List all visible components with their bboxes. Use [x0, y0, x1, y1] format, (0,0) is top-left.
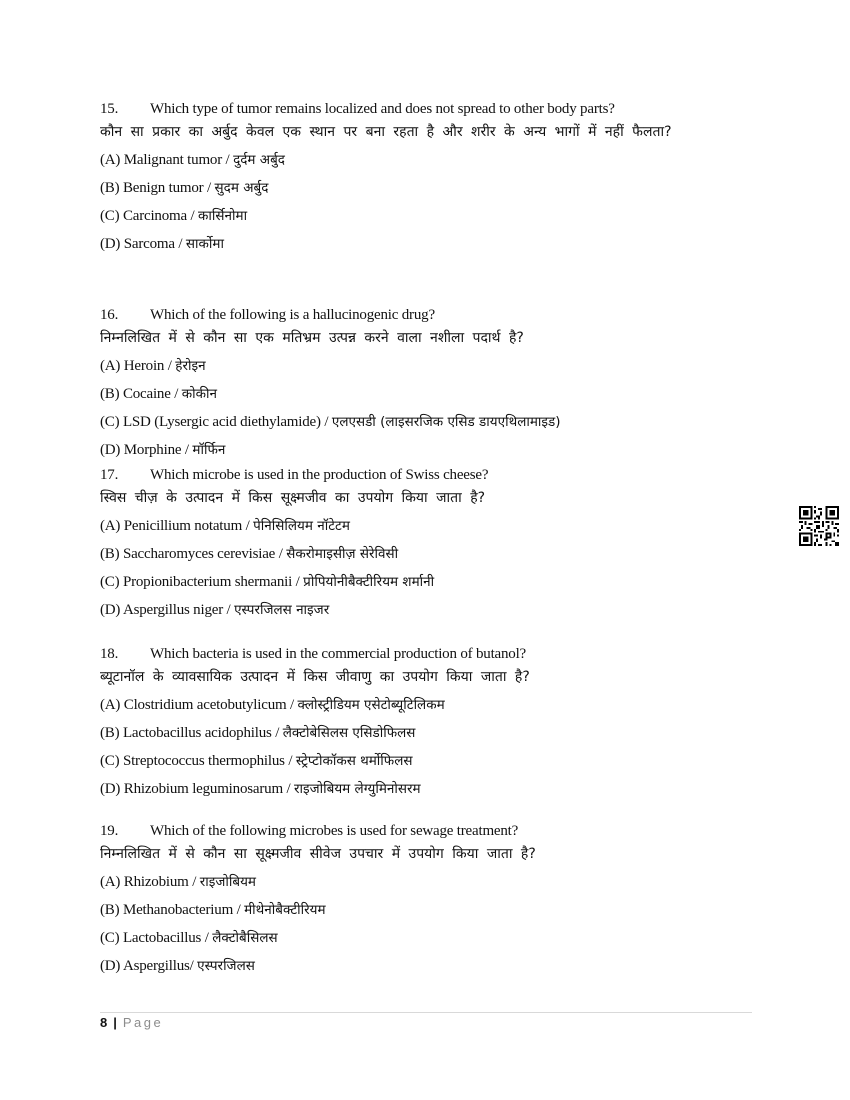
option-d — [100, 230, 760, 258]
page-footer — [100, 1015, 163, 1031]
option-hindi: लैक्टोबेसिलस एसिडोफिलस — [282, 725, 416, 741]
option-a — [100, 512, 760, 540]
question-text: Which microbe is used in the production of Swiss cheese? — [150, 467, 489, 483]
option-a — [100, 352, 760, 380]
footer-divider — [100, 1012, 752, 1013]
question-text: Which bacteria is used in the commercial production of butanol? — [150, 646, 527, 662]
option-hindi: प्रोपियोनीबैक्टीरियम शर्मानी — [303, 574, 435, 590]
question-number: 16. — [100, 307, 119, 323]
option-a — [100, 691, 760, 719]
option-english: (D) Sarcoma / — [100, 236, 186, 252]
option-english: (A) Heroin / — [100, 358, 176, 374]
question-text-hindi: ब्यूटानॉल के व्यावसायिक उत्पादन में किस जीवाणु का उपयोग किया जाता है? — [100, 669, 530, 685]
option-b — [100, 540, 760, 568]
option-english: (B) Lactobacillus acidophilus / — [100, 725, 283, 741]
option-d — [100, 775, 760, 803]
option-english: (C) Streptococcus thermophilus / — [100, 753, 296, 769]
page-number: 8 — [100, 1015, 108, 1030]
question-text-hindi: निम्नलिखित में से कौन सा एक मतिभ्रम उत्पन्न करने वाला नशीला पदार्थ है? — [100, 330, 524, 346]
option-hindi: राइजोबियम — [199, 874, 256, 890]
option-hindi: पेनिसिलियम नॉटेटम — [253, 518, 350, 534]
option-d — [100, 436, 760, 464]
question-number: 19. — [100, 823, 119, 839]
option-c — [100, 408, 760, 436]
question-text: Which of the following microbes is used for sewage treatment? — [150, 823, 519, 839]
option-hindi: सुदम अर्बुद — [214, 180, 269, 196]
question-text-english — [100, 645, 760, 663]
option-a — [100, 868, 760, 896]
option-hindi: मॉर्फिन — [192, 442, 226, 458]
option-b — [100, 380, 760, 408]
question-number: 15. — [100, 101, 119, 117]
question-text: Which of the following is a hallucinogenic drug? — [150, 307, 435, 323]
option-b — [100, 719, 760, 747]
question-text-hindi: स्विस चीज़ के उत्पादन में किस सूक्ष्मजीव का उपयोग किया जाता है? — [100, 490, 486, 506]
question-17 — [100, 466, 760, 624]
question-16 — [100, 306, 760, 464]
option-english: (A) Penicillium notatum / — [100, 518, 254, 534]
option-c — [100, 924, 760, 952]
option-english: (A) Rhizobium / — [100, 874, 200, 890]
option-hindi: मीथेनोबैक्टीरियम — [244, 902, 326, 918]
option-english: (D) Rhizobium leguminosarum / — [100, 781, 294, 797]
option-hindi: दुर्दम अर्बुद — [233, 152, 285, 168]
option-english: (D) Aspergillus niger / — [100, 602, 235, 618]
question-text: Which type of tumor remains localized and does not spread to other body parts? — [150, 101, 615, 117]
option-d — [100, 596, 760, 624]
option-c — [100, 568, 760, 596]
question-text-english — [100, 466, 760, 484]
option-hindi: एलएसडी (लाइसरजिक एसिड डायएथिलामाइड) — [331, 414, 561, 430]
option-d — [100, 952, 760, 980]
option-b — [100, 896, 760, 924]
option-english: (C) LSD (Lysergic acid diethylamide) / — [100, 414, 332, 430]
option-hindi: एस्परजिलस नाइजर — [234, 602, 330, 618]
question-text-hindi: निम्नलिखित में से कौन सा सूक्ष्मजीव सीवेज उपचार में उपयोग किया जाता है? — [100, 846, 536, 862]
question-number: 18. — [100, 646, 119, 662]
option-hindi: स्ट्रेप्टोकॉकस थर्मोफिलस — [295, 753, 413, 769]
option-b — [100, 174, 760, 202]
question-text-hindi: कौन सा प्रकार का अर्बुद केवल एक स्थान पर बना रहता है और शरीर के अन्य भागों में नहीं फैलता? — [100, 124, 672, 140]
option-hindi: एस्परजिलस — [197, 958, 255, 974]
option-hindi: हेरोइन — [175, 358, 206, 374]
option-english: (C) Carcinoma / — [100, 208, 199, 224]
page-label: Page — [122, 1015, 164, 1030]
option-c — [100, 202, 760, 230]
option-hindi: राइजोबियम लेग्युमिनोसरम — [293, 781, 421, 797]
option-english: (B) Saccharomyces cerevisiae / — [100, 546, 287, 562]
question-text-english — [100, 822, 760, 840]
option-english: (C) Lactobacillus / — [100, 930, 213, 946]
question-19 — [100, 822, 760, 980]
option-english: (B) Cocaine / — [100, 386, 182, 402]
option-a — [100, 146, 760, 174]
question-text-english — [100, 100, 760, 118]
question-number: 17. — [100, 467, 119, 483]
option-english: (A) Clostridium acetobutylicum / — [100, 697, 298, 713]
option-english: (D) Morphine / — [100, 442, 193, 458]
option-english: (D) Aspergillus/ — [100, 958, 198, 974]
option-english: (B) Methanobacterium / — [100, 902, 245, 918]
option-hindi: कोकीन — [181, 386, 217, 402]
question-text-english — [100, 306, 760, 324]
option-english: (A) Malignant tumor / — [100, 152, 234, 168]
option-hindi: कार्सिनोमा — [198, 208, 248, 224]
option-c — [100, 747, 760, 775]
option-hindi: लैक्टोबैसिलस — [212, 930, 278, 946]
option-english: (B) Benign tumor / — [100, 180, 215, 196]
option-english: (C) Propionibacterium shermanii / — [100, 574, 304, 590]
question-18 — [100, 645, 760, 803]
question-15 — [100, 100, 760, 258]
footer-separator: | — [113, 1015, 117, 1030]
option-hindi: सैकरोमाइसीज़ सेरेविसी — [286, 546, 399, 562]
option-hindi: क्लोस्ट्रीडियम एसेटोब्यूटिलिकम — [297, 697, 445, 713]
option-hindi: सार्कोमा — [185, 236, 224, 252]
qr-code-icon — [799, 506, 839, 546]
